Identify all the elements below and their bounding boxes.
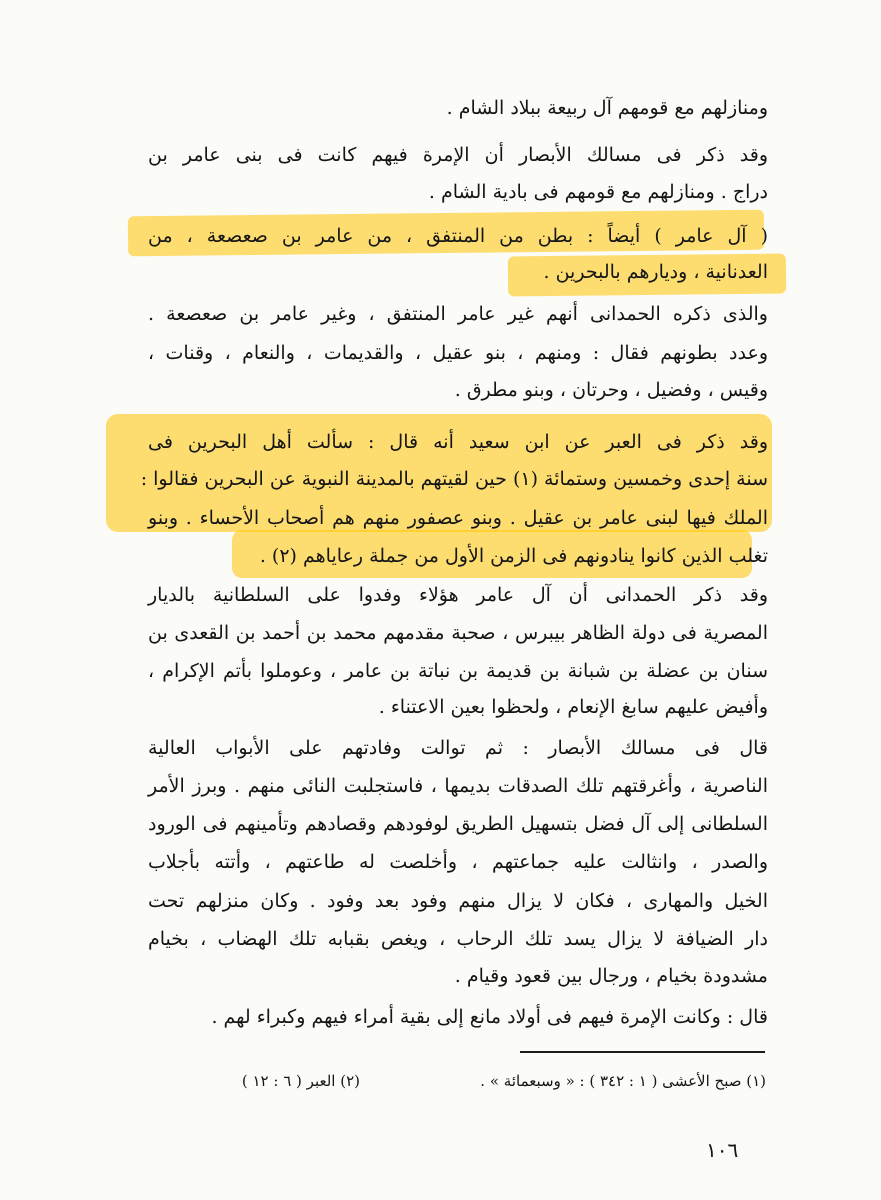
text-line: والذى ذكره الحمدانى أنهم غير عامر المنتفق ، وغير عامر بن صعصعة . — [148, 303, 768, 325]
text-line: الخيل والمهارى ، فكان لا يزال منهم وفود بعد وفود . وكان منزلهم تحت — [148, 890, 768, 912]
text-line: سنة إحدى وخمسين وستمائة (١) حين لقيتهم بالمدينة النبوية عن البحرين فقالوا : — [140, 468, 768, 490]
text-line: قال فى مسالك الأبصار : ثم توالت وفادتهم على الأبواب العالية — [148, 737, 768, 759]
footnote-divider — [520, 1051, 765, 1053]
text-line: الناصرية ، وأغرقتهم تلك الصدقات بديمها ، فاستجلبت النائى منهم . وبرز الأمر — [148, 775, 768, 797]
footnote-1: (١) صبح الأعشى ( ١ : ٣٤٢ ) : « وسبعمائة » . — [480, 1072, 766, 1090]
text-line: وقد ذكر الحمدانى أن آل عامر هؤلاء وفدوا على السلطانية بالديار — [148, 584, 768, 606]
text-line: وأفيض عليهم سابغ الإنعام ، ولحظوا بعين الاعتناء . — [378, 696, 768, 718]
text-line: وقد ذكر فى مسالك الأبصار أن الإمرة فيهم كانت فى بنى عامر بن — [148, 144, 768, 166]
text-line: المصرية فى دولة الظاهر بيبرس ، صحبة مقدمهم محمد بن أحمد بن القعدى بن — [148, 622, 768, 644]
text-line: السلطانى إلى آل فضل بتسهيل الطريق لوفودهم وقصادهم وتأمينهم فى الورود — [148, 813, 768, 835]
text-line: والصدر ، وانثالت عليه جماعتهم ، وأخلصت له طاعتهم ، وأتته بأجلاب — [148, 851, 768, 873]
text-line: وعدد بطونهم فقال : ومنهم ، بنو عقيل ، والقديمات ، والنعام ، وقنات ، — [148, 342, 768, 364]
text-line: تغلب الذين كانوا ينادونهم فى الزمن الأول من جملة رعاياهم (٢) . — [259, 545, 768, 567]
text-line: ( آل عامر ) أيضاً : بطن من المنتفق ، من عامر بن صعصعة ، من — [148, 225, 768, 247]
text-line: سنان بن عضلة بن شبانة بن قديمة بن نباتة بن عامر ، وعوملوا بأتم الإكرام ، — [148, 660, 768, 682]
text-line: العدنانية ، وديارهم بالبحرين . — [543, 261, 768, 283]
text-line: ومنازلهم مع قومهم آل ربيعة ببلاد الشام . — [446, 97, 768, 119]
text-line: دار الضيافة لا يزال يسد تلك الرحاب ، ويغص بقبابه تلك الهضاب ، بخيام — [148, 928, 768, 950]
text-line: وقد ذكر فى العبر عن ابن سعيد أنه قال : سألت أهل البحرين فى — [148, 431, 768, 453]
page-number: ١٠٦ — [706, 1138, 739, 1162]
text-line: دراج . ومنازلهم مع قومهم فى بادية الشام . — [428, 181, 768, 203]
footnote-2: (٢) العبر ( ٦ : ١٢ ) — [241, 1072, 360, 1090]
text-line: وقيس ، وفضيل ، وحرتان ، وبنو مطرق . — [454, 379, 768, 401]
text-line: قال : وكانت الإمرة فيهم فى أولاد مانع إلى بقية أمراء فيهم وكبراء لهم . — [211, 1006, 768, 1028]
text-line: مشدودة بخيام ، ورجال بين قعود وقيام . — [454, 965, 768, 987]
text-line: الملك فيها لبنى عامر بن عقيل . وبنو عصفور منهم هم أصحاب الأحساء . وبنو — [148, 507, 768, 529]
